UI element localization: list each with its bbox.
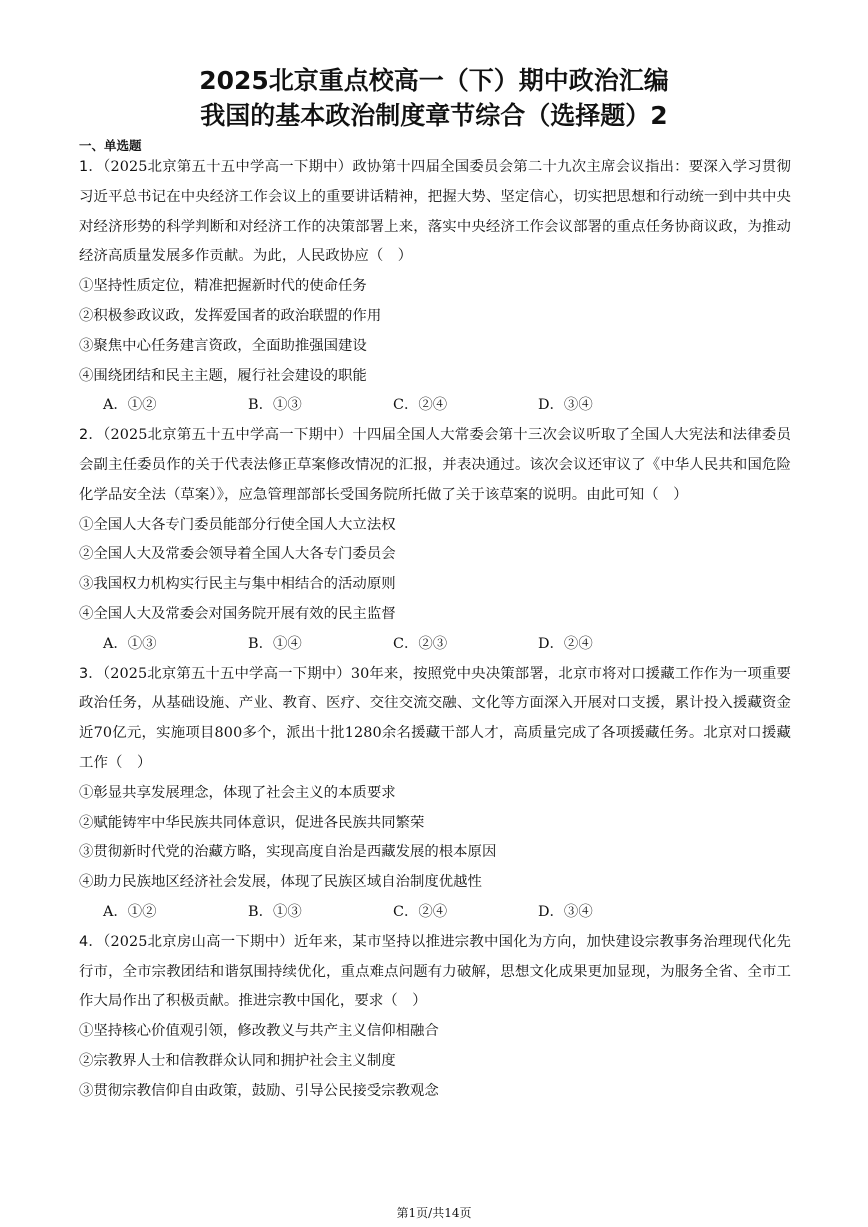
statement-1: ①全国人大各专门委员能部分行使全国人大立法权 [79, 516, 396, 533]
statement-2: ②全国人大及常委会领导着全国人大各专门委员会 [79, 546, 396, 563]
document-title: 2025北京重点校高一（下）期中政治汇编 [199, 66, 669, 95]
option-a: A．①③ [103, 635, 157, 652]
question-1 [79, 153, 791, 421]
statement-4: ④全国人大及常委会对国务院开展有效的民主监督 [79, 605, 396, 622]
option-a: A．①② [103, 903, 157, 920]
document-subtitle: 我国的基本政治制度章节综合（选择题）2 [200, 101, 668, 130]
option-c: C．②④ [393, 397, 448, 414]
statement-1: ①坚持性质定位，精准把握新时代的使命任务 [79, 278, 367, 295]
statement-2: ②积极参政议政，发挥爱国者的政治联盟的作用 [79, 307, 382, 324]
statement-3: ③贯彻新时代党的治藏方略，实现高度自治是西藏发展的根本原因 [79, 844, 497, 861]
option-d: D．②④ [538, 635, 593, 652]
statement-3: ③聚焦中心任务建言资政，全面助推强国建设 [79, 337, 367, 354]
option-a: A．①② [103, 397, 157, 414]
answer-options [79, 898, 791, 928]
page-number: 第1页/共14页 [396, 1206, 472, 1220]
option-d: D．③④ [538, 903, 593, 920]
question-text: （2025北京第五十五中学高一下期中）30年来，按照党中央决策部署，北京市将对口援藏工作作为一项重要政治任务，从基础设施、产业、教育、医疗、交往交流交融、文化等方面深入开展对口支援，累计投入援藏资金近70亿元，实施项目800多个，派出十批1280余名援藏干部人才，高质量完成了各项援藏任务。北京对口援藏工作（ ） [79, 665, 791, 771]
statement-1: ①坚持核心价值观引领，修改教义与共产主义信仰相融合 [79, 1023, 439, 1040]
question-stem [79, 421, 791, 510]
question-stem [79, 660, 791, 779]
option-b: B．①④ [248, 635, 302, 652]
option-b: B．①③ [248, 903, 302, 920]
option-c: C．②④ [393, 903, 448, 920]
question-number: 1． [79, 159, 104, 175]
question-text: （2025北京房山高一下期中）近年来，某市坚持以推进宗教中国化为方向，加快建设宗教事务治理现代化先行市，全市宗教团结和谐氛围持续优化，重点难点问题有力破解，思想文化成果更加显现，为服务全省、全市工作大局作出了积极贡献。推进宗教中国化，要求（ ） [79, 933, 792, 1010]
question-text: （2025北京第五十五中学高一下期中）政协第十四届全国委员会第二十九次主席会议指出：要深入学习贯彻习近平总书记在中央经济工作会议上的重要讲话精神，把握大势、坚定信心，切实把思想和行动统一到中共中央对经济形势的科学判断和对经济工作的决策部署上来，落实中央经济工作会议部署的重点任务协商议政，为推动经济高质量发展多作贡献。为此，人民政协应（ ） [79, 159, 792, 265]
question-3 [79, 660, 791, 928]
question-text: （2025北京第五十五中学高一下期中）十四届全国人大常委会第十三次会议听取了全国人大宪法和法律委员会副主任委员作的关于代表法修正草案修改情况的汇报，并表决通过。该次会议还审议了《中华人民共和国危险化学品安全法（草案）》，应急管理部部长受国务院所托做了关于该草案的说明。由此可知（ ） [79, 427, 792, 503]
option-d: D．③④ [538, 397, 593, 414]
statement-1: ①彰显共享发展理念，体现了社会主义的本质要求 [79, 784, 396, 801]
question-stem [79, 928, 791, 1017]
answer-options [79, 630, 791, 660]
section-heading: 一、单选题 [79, 138, 142, 153]
statement-3: ③我国权力机构实行民主与集中相结合的活动原则 [79, 576, 396, 593]
question-list [79, 153, 791, 1107]
question-number: 4． [79, 933, 104, 950]
question-4 [79, 928, 791, 1107]
question-stem [79, 153, 791, 272]
question-2 [79, 421, 791, 659]
statement-2: ②宗教界人士和信教群众认同和拥护社会主义制度 [79, 1052, 396, 1069]
answer-options [79, 391, 791, 421]
option-b: B．①③ [248, 397, 302, 414]
question-number: 2． [79, 427, 104, 444]
statement-3: ③贯彻宗教信仰自由政策，鼓励、引导公民接受宗教观念 [79, 1082, 439, 1099]
option-c: C．②③ [393, 635, 448, 652]
statement-4: ④助力民族地区经济社会发展，体现了民族区域自治制度优越性 [79, 874, 482, 891]
question-number: 3． [79, 665, 103, 682]
statement-4: ④围绕团结和民主主题，履行社会建设的职能 [79, 367, 367, 384]
statement-2: ②赋能铸牢中华民族共同体意识，促进各民族共同繁荣 [79, 814, 425, 831]
